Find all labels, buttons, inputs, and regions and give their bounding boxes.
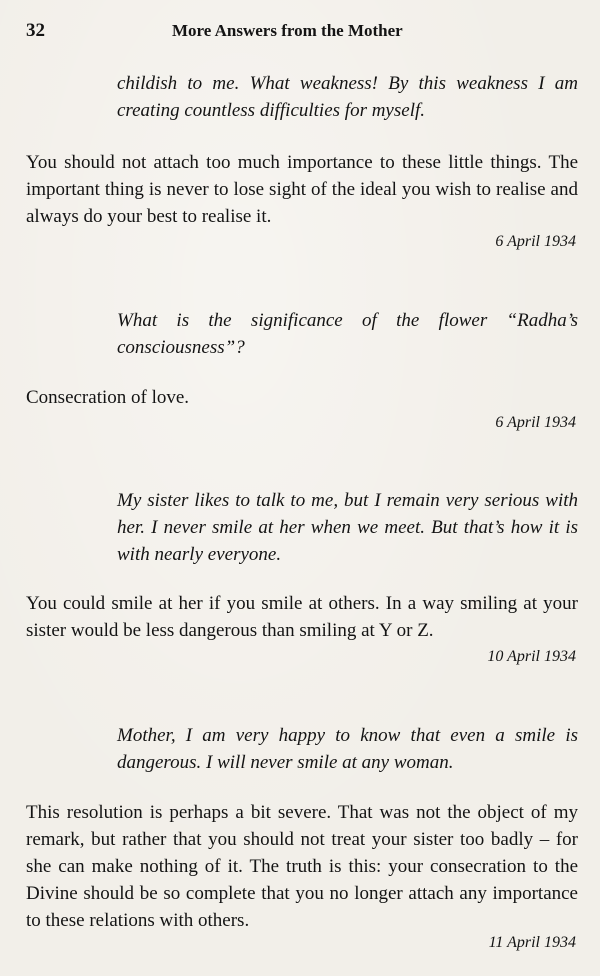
answer-paragraph: You could smile at her if you smile at others. In a way smiling at your sister would be less dangerous than smiling at Y or Z.	[26, 593, 578, 641]
answer-date: 11 April 1934	[488, 934, 576, 951]
answer-date: 10 April 1934	[487, 648, 576, 665]
answer-paragraph: This resolution is perhaps a bit severe. That was not the object of my remark, but rather that you should not treat your sister too badly – for she can make nothing of it. The truth is this: your consecration to the Divine should be so complete that you no longer attach any importance to these relations with others.	[26, 802, 578, 931]
answer-paragraph: Consecration of love.	[26, 387, 190, 408]
page-number: 32	[26, 20, 45, 41]
running-head: More Answers from the Mother	[172, 21, 403, 40]
question-paragraph: What is the significance of the flower “Radha’s consciousness”?	[117, 310, 578, 358]
question-paragraph: Mother, I am very happy to know that even a smile is dangerous. I will never smile at any woman.	[117, 725, 578, 773]
answer-paragraph: You should not attach too much importance to these little things. The important thing is never to lose sight of the ideal you wish to realise and always do your best to realise it.	[26, 152, 578, 227]
question-continued: childish to me. What weakness! By this weakness I am creating countless difficulties for myself.	[117, 73, 578, 121]
answer-date: 6 April 1934	[495, 414, 576, 431]
question-paragraph: My sister likes to talk to me, but I remain very serious with her. I never smile at her when we meet. But that’s how it is with nearly everyone.	[117, 490, 578, 565]
page-header	[26, 20, 574, 44]
answer-date: 6 April 1934	[495, 233, 576, 250]
